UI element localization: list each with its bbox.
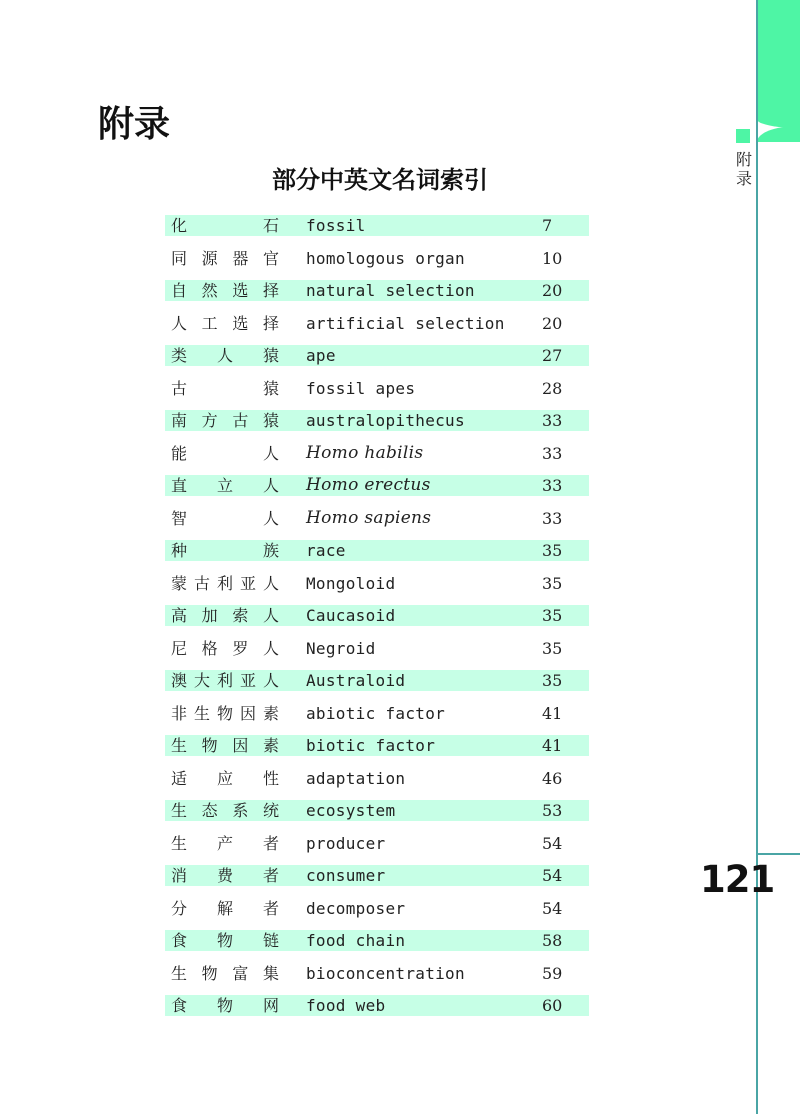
term-chinese-char: 物: [201, 963, 218, 983]
term-chinese-char: 然: [201, 281, 218, 300]
index-row: [165, 865, 589, 886]
term-chinese-char: 立: [216, 476, 233, 495]
index-row: [165, 248, 589, 269]
term-chinese-char: 物: [216, 996, 233, 1015]
term-chinese-char: 集: [262, 963, 279, 983]
term-chinese: [171, 735, 279, 756]
term-english: ape: [306, 346, 336, 365]
term-chinese: [171, 410, 279, 431]
index-row: [165, 833, 589, 854]
index-row: [165, 800, 589, 821]
term-english: ecosystem: [306, 801, 396, 820]
term-page-number: 33: [542, 508, 563, 528]
term-chinese-char: 官: [262, 248, 279, 268]
term-chinese-char: 生: [171, 801, 188, 820]
index-row: [165, 930, 589, 951]
index-row: [165, 345, 589, 366]
term-english: fossil: [306, 216, 366, 235]
term-chinese-char: 猿: [262, 411, 279, 430]
term-chinese-char: 工: [201, 313, 218, 333]
term-chinese-char: 利: [216, 671, 233, 690]
term-chinese: [171, 898, 279, 919]
index-row: [165, 638, 589, 659]
term-chinese-char: 器: [232, 248, 249, 268]
term-chinese-char: 消: [171, 866, 188, 885]
term-chinese-char: 食: [171, 996, 188, 1015]
term-page-number: 27: [542, 346, 563, 365]
term-english: Homo erectus: [306, 475, 431, 495]
term-chinese-char: 产: [216, 833, 233, 853]
term-chinese: [171, 930, 279, 951]
index-row: [165, 703, 589, 724]
term-chinese-char: 分: [171, 898, 188, 918]
index-row: [165, 280, 589, 301]
index-row: [165, 995, 589, 1016]
term-english: decomposer: [306, 898, 406, 918]
term-page-number: 41: [542, 703, 563, 723]
side-label-char: 录: [735, 169, 752, 188]
term-chinese-char: 人: [262, 573, 279, 593]
term-chinese-char: 态: [201, 801, 218, 820]
term-chinese: [171, 443, 279, 464]
term-english: food chain: [306, 931, 406, 950]
glossary-index-table: [165, 215, 589, 1028]
term-page-number: 35: [542, 671, 563, 690]
term-chinese-char: 格: [201, 638, 218, 658]
term-chinese-char: 应: [216, 768, 233, 788]
term-chinese-char: 人: [262, 443, 279, 463]
term-chinese-char: 非: [171, 703, 188, 723]
term-page-number: 59: [542, 963, 563, 983]
term-chinese-char: 人: [171, 313, 188, 333]
term-chinese: [171, 638, 279, 659]
term-english: food web: [306, 996, 386, 1015]
term-chinese-char: 人: [216, 346, 233, 365]
term-chinese-char: 者: [262, 866, 279, 885]
term-chinese-char: 物: [201, 736, 218, 755]
term-chinese-char: 素: [262, 703, 279, 723]
term-chinese: [171, 313, 279, 334]
term-chinese-char: 尼: [171, 638, 188, 658]
term-chinese: [171, 280, 279, 301]
term-page-number: 60: [542, 996, 563, 1015]
term-english: australopithecus: [306, 411, 465, 430]
term-chinese: [171, 378, 279, 399]
term-english: adaptation: [306, 768, 406, 788]
term-page-number: 20: [542, 281, 563, 300]
index-row: [165, 378, 589, 399]
term-chinese-char: 古: [171, 378, 188, 398]
term-chinese-char: 石: [262, 216, 279, 235]
term-page-number: 53: [542, 801, 563, 820]
term-page-number: 28: [542, 378, 563, 398]
term-page-number: 54: [542, 866, 563, 885]
term-chinese-char: 素: [262, 736, 279, 755]
side-color-tab: [757, 0, 800, 128]
term-page-number: 58: [542, 931, 563, 950]
index-row: [165, 573, 589, 594]
term-chinese-char: 链: [262, 931, 279, 950]
term-chinese-char: 源: [201, 248, 218, 268]
term-english: artificial selection: [306, 313, 505, 333]
term-chinese-char: 统: [262, 801, 279, 820]
term-english: biotic factor: [306, 736, 436, 755]
term-page-number: 33: [542, 476, 563, 495]
term-page-number: 46: [542, 768, 563, 788]
term-page-number: 54: [542, 833, 563, 853]
term-chinese: [171, 573, 279, 594]
term-english: natural selection: [306, 281, 475, 300]
term-chinese-char: 人: [262, 476, 279, 495]
term-chinese: [171, 475, 279, 496]
term-chinese-char: 直: [171, 476, 188, 495]
side-rule-horizontal: [756, 853, 800, 855]
term-chinese-char: 罗: [232, 638, 249, 658]
side-label-char: 附: [735, 150, 752, 169]
term-english: Caucasoid: [306, 606, 396, 625]
term-page-number: 10: [542, 248, 563, 268]
term-page-number: 35: [542, 541, 563, 560]
term-chinese-char: 生: [171, 736, 188, 755]
term-chinese-char: 食: [171, 931, 188, 950]
index-row: [165, 540, 589, 561]
term-chinese-char: 自: [171, 281, 188, 300]
index-row: [165, 508, 589, 529]
term-page-number: 35: [542, 606, 563, 625]
term-chinese: [171, 768, 279, 789]
term-chinese-char: 同: [171, 248, 188, 268]
term-chinese-char: 费: [216, 866, 233, 885]
term-chinese: [171, 670, 279, 691]
term-chinese-char: 适: [171, 768, 188, 788]
index-row: [165, 410, 589, 431]
term-chinese-char: 物: [216, 703, 233, 723]
page-title: 附录: [98, 104, 171, 145]
term-chinese-char: 择: [262, 281, 279, 300]
term-english: abiotic factor: [306, 703, 446, 723]
term-chinese-char: 人: [262, 606, 279, 625]
term-chinese-char: 索: [232, 606, 249, 625]
term-chinese-char: 蒙: [171, 573, 188, 593]
term-chinese: [171, 865, 279, 886]
side-marker-square: [736, 129, 750, 143]
index-row: [165, 670, 589, 691]
term-english: Australoid: [306, 671, 406, 690]
term-page-number: 33: [542, 443, 563, 463]
term-english: fossil apes: [306, 378, 416, 398]
term-chinese: [171, 995, 279, 1016]
term-chinese-char: 选: [232, 281, 249, 300]
index-row: [165, 898, 589, 919]
term-chinese-char: 猿: [262, 378, 279, 398]
index-row: [165, 313, 589, 334]
index-row: [165, 605, 589, 626]
index-row: [165, 443, 589, 464]
term-chinese-char: 智: [171, 508, 188, 528]
index-row: [165, 475, 589, 496]
term-english: Homo sapiens: [306, 507, 432, 528]
term-chinese-char: 生: [193, 703, 210, 723]
term-english: race: [306, 541, 346, 560]
index-title: 部分中英文名词索引: [272, 166, 488, 194]
term-chinese-char: 化: [171, 216, 188, 235]
term-chinese-char: 族: [262, 541, 279, 560]
index-row: [165, 735, 589, 756]
term-chinese-char: 选: [232, 313, 249, 333]
term-chinese-char: 澳: [171, 671, 188, 690]
term-chinese-char: 生: [171, 963, 188, 983]
term-english: Mongoloid: [306, 573, 396, 593]
page-number: 121: [700, 858, 775, 901]
term-chinese: [171, 963, 279, 984]
term-english: Negroid: [306, 638, 376, 658]
term-english: Homo habilis: [306, 442, 424, 463]
term-chinese-char: 解: [216, 898, 233, 918]
term-chinese-char: 人: [262, 508, 279, 528]
term-chinese-char: 亚: [239, 671, 256, 690]
index-row: [165, 963, 589, 984]
term-chinese-char: 方: [201, 411, 218, 430]
term-chinese-char: 者: [262, 898, 279, 918]
term-chinese-char: 加: [201, 606, 218, 625]
term-chinese-char: 利: [216, 573, 233, 593]
term-english: consumer: [306, 866, 386, 885]
index-row: [165, 215, 589, 236]
term-chinese-char: 择: [262, 313, 279, 333]
term-page-number: 35: [542, 573, 563, 593]
term-english: bioconcentration: [306, 963, 465, 983]
term-chinese: [171, 540, 279, 561]
term-chinese-char: 因: [239, 703, 256, 723]
term-chinese-char: 网: [262, 996, 279, 1015]
term-chinese-char: 种: [171, 541, 188, 560]
term-page-number: 54: [542, 898, 563, 918]
term-chinese-char: 人: [262, 638, 279, 658]
term-chinese: [171, 508, 279, 529]
term-chinese-char: 类: [171, 346, 188, 365]
term-chinese: [171, 800, 279, 821]
term-page-number: 41: [542, 736, 563, 755]
term-chinese-char: 者: [262, 833, 279, 853]
term-page-number: 35: [542, 638, 563, 658]
term-chinese-char: 亚: [239, 573, 256, 593]
term-chinese: [171, 703, 279, 724]
term-chinese-char: 系: [232, 801, 249, 820]
term-page-number: 20: [542, 313, 563, 333]
term-chinese-char: 南: [171, 411, 188, 430]
term-chinese: [171, 605, 279, 626]
term-chinese-char: 富: [232, 963, 249, 983]
term-chinese-char: 古: [193, 573, 210, 593]
term-chinese: [171, 833, 279, 854]
term-chinese-char: 人: [262, 671, 279, 690]
term-chinese-char: 大: [193, 671, 210, 690]
term-chinese: [171, 248, 279, 269]
term-chinese-char: 古: [232, 411, 249, 430]
term-chinese-char: 能: [171, 443, 188, 463]
term-chinese: [171, 345, 279, 366]
term-chinese-char: 因: [232, 736, 249, 755]
term-page-number: 7: [542, 216, 553, 235]
term-english: producer: [306, 833, 386, 853]
term-chinese-char: 物: [216, 931, 233, 950]
term-english: homologous organ: [306, 248, 465, 268]
term-chinese-char: 猿: [262, 346, 279, 365]
term-chinese-char: 性: [262, 768, 279, 788]
term-chinese-char: 生: [171, 833, 188, 853]
term-chinese: [171, 215, 279, 236]
term-chinese-char: 高: [171, 606, 188, 625]
index-row: [165, 768, 589, 789]
term-page-number: 33: [542, 411, 563, 430]
